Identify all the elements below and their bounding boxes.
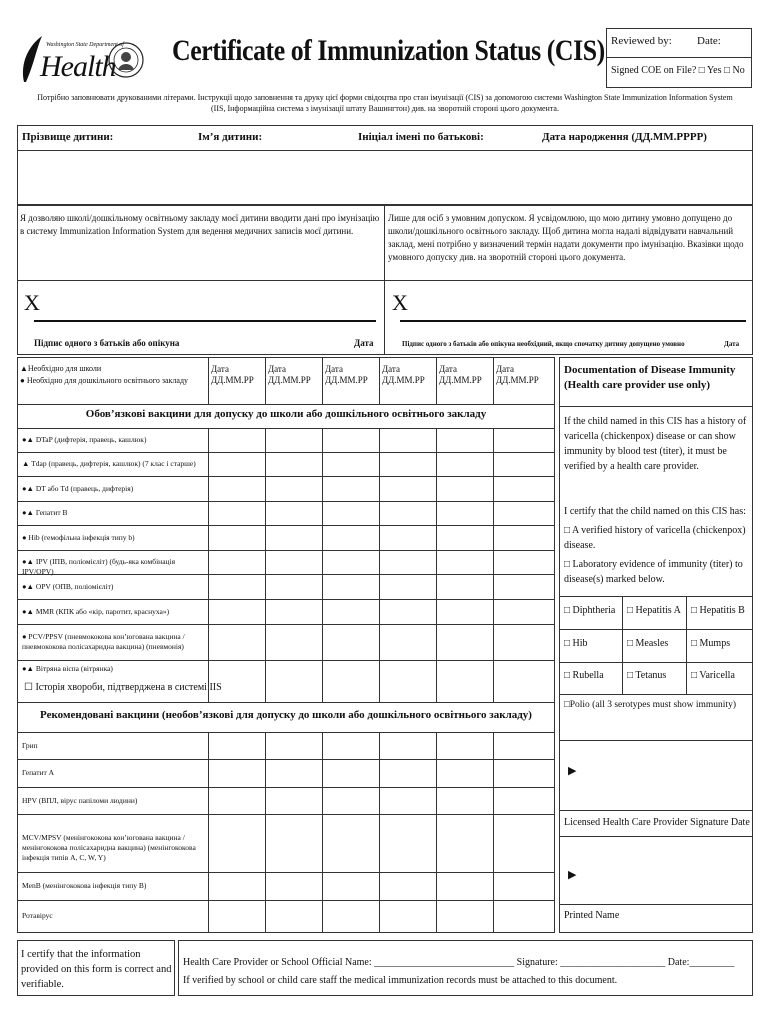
date-cell[interactable] — [265, 660, 322, 702]
date-column-header — [325, 364, 368, 386]
date-cell[interactable] — [379, 476, 436, 501]
date-cell[interactable] — [493, 660, 554, 702]
review-date-label: Date: — [697, 35, 721, 47]
disease-checkbox[interactable]: □ Mumps — [691, 638, 731, 649]
date-cell[interactable] — [493, 452, 554, 476]
date-cell[interactable] — [493, 814, 554, 872]
date-cell[interactable] — [322, 599, 379, 624]
child-first-name-label: Ім’я дитини: — [198, 131, 263, 143]
date-cell[interactable] — [322, 814, 379, 872]
date-cell[interactable] — [436, 624, 493, 660]
date-cell[interactable] — [379, 732, 436, 759]
varicella-history-checkbox[interactable]: □ A verified history of varicella (chickenpox) disease. — [564, 525, 746, 551]
legend-preschool: ● Необхідно для дошкільного освітнього закладу — [20, 376, 189, 385]
date-column-label: Дата — [211, 364, 229, 374]
date-column-label: Дата — [325, 364, 343, 374]
date-cell[interactable] — [493, 624, 554, 660]
date-cell[interactable] — [208, 476, 265, 501]
recommended-title: Рекомендовані вакцини (необов’язкові для допуску до школи або дошкільного освітнього закладу) — [40, 709, 532, 721]
doh-logo — [18, 28, 148, 94]
date-column-header — [211, 364, 254, 386]
date-cell[interactable] — [265, 787, 322, 814]
certify-text: I certify that the child named on this CIS has: — [564, 506, 746, 517]
date-cell[interactable] — [208, 900, 265, 932]
left-x-mark: X — [24, 290, 40, 315]
legend-school: ▲Необхідно для школи — [20, 364, 102, 373]
disease-checkbox[interactable]: □ Diphtheria — [564, 605, 616, 616]
provider-signature-field[interactable] — [582, 750, 748, 800]
date-column-format: ДД.ММ.РР — [439, 375, 482, 385]
vaccine-row-label: HPV (ВПЛ, вірус папіломи людини) — [22, 795, 138, 805]
date-cell[interactable] — [265, 476, 322, 501]
date-cell[interactable] — [379, 759, 436, 787]
date-cell[interactable] — [493, 732, 554, 759]
vaccine-row-label: MenB (менінгококова інфекція типу B) — [22, 881, 147, 890]
date-cell[interactable] — [265, 574, 322, 599]
page-title: Certificate of Immunization Status (CIS) — [172, 34, 605, 67]
date-cell[interactable] — [322, 428, 379, 452]
printed-name-arrow-icon: ▶ — [568, 869, 577, 881]
vaccine-row-label: ●▲ DTaP (дифтерія, правець, кашлюк) — [22, 435, 147, 444]
date-cell[interactable] — [208, 550, 265, 574]
vaccine-row-label: Грип — [22, 740, 38, 750]
leaf-icon — [18, 34, 48, 84]
date-column-format: ДД.ММ.РР — [496, 375, 539, 385]
date-cell[interactable] — [436, 574, 493, 599]
footer-official-box — [178, 940, 753, 996]
date-cell[interactable] — [322, 624, 379, 660]
date-cell[interactable] — [379, 525, 436, 550]
date-cell[interactable] — [322, 732, 379, 759]
disease-checkbox[interactable]: □ Hib — [564, 638, 588, 649]
child-birth-date-label: Дата народження (ДД.ММ.РРРР) — [542, 131, 707, 143]
date-cell[interactable] — [322, 660, 379, 702]
date-cell[interactable] — [493, 501, 554, 525]
vaccine-row-label: ●▲ OPV (ОПВ, поліомієліт) — [22, 581, 114, 591]
printed-name-field[interactable] — [582, 844, 748, 900]
left-signature-label: Підпис одного з батьків або опікуна — [34, 338, 180, 348]
date-cell[interactable] — [379, 574, 436, 599]
date-cell[interactable] — [379, 599, 436, 624]
vaccine-row-label: Ротавірус — [22, 911, 53, 920]
date-column-format: ДД.ММ.РР — [382, 375, 425, 385]
date-cell[interactable] — [208, 624, 265, 660]
date-cell[interactable] — [379, 550, 436, 574]
date-column-format: ДД.ММ.РР — [268, 375, 311, 385]
date-cell[interactable] — [208, 759, 265, 787]
date-cell[interactable] — [436, 787, 493, 814]
iis-consent-text: Я дозволяю школі/дошкільному освітньому закладу моєї дитини вводити дані про імунізацію в систему Immunization Information System для ведення медичних записів моєї дитини. — [20, 213, 380, 236]
date-cell[interactable] — [493, 787, 554, 814]
date-cell[interactable] — [265, 732, 322, 759]
date-cell[interactable] — [265, 501, 322, 525]
date-cell[interactable] — [208, 599, 265, 624]
date-cell[interactable] — [493, 872, 554, 900]
date-cell[interactable] — [322, 574, 379, 599]
date-cell[interactable] — [265, 525, 322, 550]
date-cell[interactable] — [379, 660, 436, 702]
date-cell[interactable] — [379, 814, 436, 872]
date-cell[interactable] — [436, 732, 493, 759]
date-cell[interactable] — [322, 476, 379, 501]
right-signature-label: Підпис одного з батьків або опікуна необхідний, якщо спочатку дитину допущено умовно — [402, 340, 685, 348]
child-last-name-label: Прізвище дитини: — [22, 131, 114, 143]
child-info-section — [17, 125, 753, 205]
date-cell[interactable] — [379, 501, 436, 525]
date-cell[interactable] — [322, 872, 379, 900]
instructions-text: Потрібно заповнювати друкованими літерами. Інструкції щодо заповнення та друку цієї форми свідоцтва про стан імунізації (CIS) за допомогою системи Washington State Immunization Information System (IIS, Інформаційна система з імунізації штату Вашингтон) див. на зворотній стороні цього документа. — [37, 93, 733, 113]
date-cell[interactable] — [493, 574, 554, 599]
date-cell[interactable] — [436, 501, 493, 525]
logo-small-text: Washington State Department of — [46, 42, 124, 48]
iis-history-label: Історія хвороби, підтверджена в системі IIS — [35, 682, 222, 693]
date-column-label: Дата — [268, 364, 286, 374]
footer-certify-box — [17, 940, 175, 996]
date-cell[interactable] — [493, 428, 554, 452]
date-cell[interactable] — [322, 525, 379, 550]
date-cell[interactable] — [493, 525, 554, 550]
date-cell[interactable] — [379, 624, 436, 660]
date-cell[interactable] — [208, 574, 265, 599]
date-column-header — [439, 364, 482, 386]
date-cell[interactable] — [265, 624, 322, 660]
date-column-label: Дата — [439, 364, 457, 374]
date-column-format: ДД.ММ.РР — [325, 375, 368, 385]
date-column-header — [268, 364, 311, 386]
date-cell[interactable] — [265, 452, 322, 476]
date-cell[interactable] — [436, 476, 493, 501]
signed-coe-label[interactable]: Signed COE on File? □ Yes □ No — [611, 65, 745, 76]
date-cell[interactable] — [265, 759, 322, 787]
date-column-header — [496, 364, 539, 386]
date-cell[interactable] — [322, 900, 379, 932]
date-cell[interactable] — [265, 428, 322, 452]
date-cell[interactable] — [265, 550, 322, 574]
date-cell[interactable] — [436, 428, 493, 452]
logo-big-text: Health — [40, 50, 116, 83]
date-cell[interactable] — [265, 599, 322, 624]
disease-checkbox[interactable]: □ Hepatitis B — [691, 605, 745, 616]
vaccine-row-label: ●▲ DT або Td (правець, дифтерія) — [22, 483, 134, 493]
provider-panel — [559, 357, 753, 933]
date-column-label: Дата — [496, 364, 514, 374]
date-cell[interactable] — [208, 660, 265, 702]
date-cell[interactable] — [208, 872, 265, 900]
reviewed-by-label: Reviewed by: — [611, 35, 672, 47]
required-title: Обов’язкові вакцини для допуску до школи або дошкільного освітнього закладу — [85, 408, 487, 420]
date-cell[interactable] — [322, 501, 379, 525]
date-column-label: Дата — [382, 364, 400, 374]
date-cell[interactable] — [493, 759, 554, 787]
provider-signature-label: Licensed Health Care Provider Signature Date — [564, 817, 750, 828]
date-cell[interactable] — [322, 550, 379, 574]
date-cell[interactable] — [436, 660, 493, 702]
child-middle-initial-label: Ініціал імені по батькові: — [358, 131, 484, 143]
date-cell[interactable] — [436, 872, 493, 900]
date-cell[interactable] — [379, 787, 436, 814]
date-cell[interactable] — [379, 872, 436, 900]
date-cell[interactable] — [493, 599, 554, 624]
date-cell[interactable] — [493, 476, 554, 501]
right-x-mark: X — [392, 290, 408, 315]
right-date-label: Дата — [724, 340, 740, 348]
vaccine-row-label: Гепатит А — [22, 768, 55, 777]
printed-name-label: Printed Name — [564, 910, 620, 921]
conditional-consent-text: Лише для осіб з умовним допуском. Я усвідомлюю, що мою дитину умовно допущено до школи/дошкільного освітнього закладу. Щоб дитина могла надалі відвідувати навчальний заклад, мені потрібно у визначений термін надати документи про імунізацію. Вказівки щодо умовного допуску див. на зворотній стороні цього документа. — [388, 213, 744, 262]
vaccine-row-label: ●▲ Гепатит B — [22, 508, 68, 517]
date-cell[interactable] — [265, 872, 322, 900]
date-cell[interactable] — [208, 452, 265, 476]
left-signature-field[interactable] — [48, 290, 378, 318]
footer-certify-text: I certify that the information provided on this form is correct and verifiable. — [21, 949, 172, 990]
vaccine-row-label: MCV/MPSV (менінгококова кон’югована вакцина / менінгококова полісахаридна вакцина) (менінгококова інфекція типів A, C, W, Y) — [22, 833, 196, 862]
date-cell[interactable] — [493, 550, 554, 574]
vaccine-row-label: ● Hib (гемофільна інфекція типу b) — [22, 532, 135, 542]
vaccine-row-label: ●▲ MMR (КПК або «кір, паротит, краснуха») — [22, 606, 170, 616]
date-cell[interactable] — [436, 452, 493, 476]
disease-checkbox[interactable]: □ Rubella — [564, 670, 604, 681]
disease-checkbox[interactable]: □ Measles — [627, 638, 669, 649]
date-cell[interactable] — [379, 900, 436, 932]
attached-note: If verified by school or child care staff the medical immunization records must be attached to this document. — [183, 975, 618, 986]
date-cell[interactable] — [208, 732, 265, 759]
date-cell[interactable] — [322, 452, 379, 476]
vaccine-row-label: ● PCV/PPSV (пневмококова кон’югована вакцина / пневмококова полісахаридна вакцина) (пневмонія) — [22, 632, 185, 651]
consent-section — [17, 205, 753, 355]
disease-checkbox[interactable]: □ Varicella — [691, 670, 735, 681]
state-seal-icon — [108, 42, 144, 78]
vaccine-row-label: ▲ Tdap (правець, дифтерія, кашлюк) (7 клас і старше) — [22, 459, 196, 468]
vaccine-row-label: ●▲ Вітряна віспа (вітрянка) — [22, 664, 113, 673]
date-cell[interactable] — [265, 900, 322, 932]
child-info-input[interactable] — [20, 153, 750, 203]
iis-history-checkbox[interactable] — [24, 682, 222, 693]
provider-panel-title: Documentation of Disease Immunity (Health care provider use only) — [564, 364, 736, 391]
vaccine-row-label: ●▲ IPV (ІПВ, поліомієліт) (будь-яка комбінація IPV/OPV) — [22, 557, 176, 576]
date-cell[interactable] — [379, 428, 436, 452]
signature-arrow-icon: ▶ — [568, 765, 577, 777]
date-cell[interactable] — [436, 759, 493, 787]
review-box — [606, 28, 752, 88]
date-cell[interactable] — [436, 599, 493, 624]
date-column-format: ДД.ММ.РР — [211, 375, 254, 385]
date-cell[interactable] — [436, 550, 493, 574]
date-column-header — [382, 364, 425, 386]
history-text: If the child named in this CIS has a history of varicella (chickenpox) disease or can show immunity by blood test (titer), it must be verified by a health care provider. — [564, 416, 747, 472]
checkbox-icon[interactable]: ☐ — [24, 682, 36, 693]
date-cell[interactable] — [436, 814, 493, 872]
polio-checkbox[interactable]: □Polio (all 3 serotypes must show immunity) — [564, 700, 736, 710]
date-cell[interactable] — [436, 525, 493, 550]
date-cell[interactable] — [379, 452, 436, 476]
date-cell[interactable] — [493, 900, 554, 932]
date-cell[interactable] — [265, 814, 322, 872]
disease-checkbox[interactable]: □ Hepatitis A — [627, 605, 681, 616]
date-cell[interactable] — [436, 900, 493, 932]
date-cell[interactable] — [208, 814, 265, 872]
date-cell[interactable] — [208, 787, 265, 814]
official-name-line[interactable]: Health Care Provider or School Official Name: ____________________________ Signature: _____________________ Date:_________ — [183, 957, 735, 968]
date-cell[interactable] — [322, 759, 379, 787]
left-date-label: Дата — [354, 338, 374, 348]
disease-checkbox[interactable]: □ Tetanus — [627, 670, 667, 681]
lab-evidence-checkbox[interactable]: □ Laboratory evidence of immunity (titer) to disease(s) marked below. — [564, 559, 743, 585]
date-cell[interactable] — [322, 787, 379, 814]
date-cell[interactable] — [208, 428, 265, 452]
vaccine-table — [17, 357, 555, 933]
date-cell[interactable] — [208, 525, 265, 550]
date-cell[interactable] — [208, 501, 265, 525]
right-signature-field[interactable] — [414, 290, 744, 318]
